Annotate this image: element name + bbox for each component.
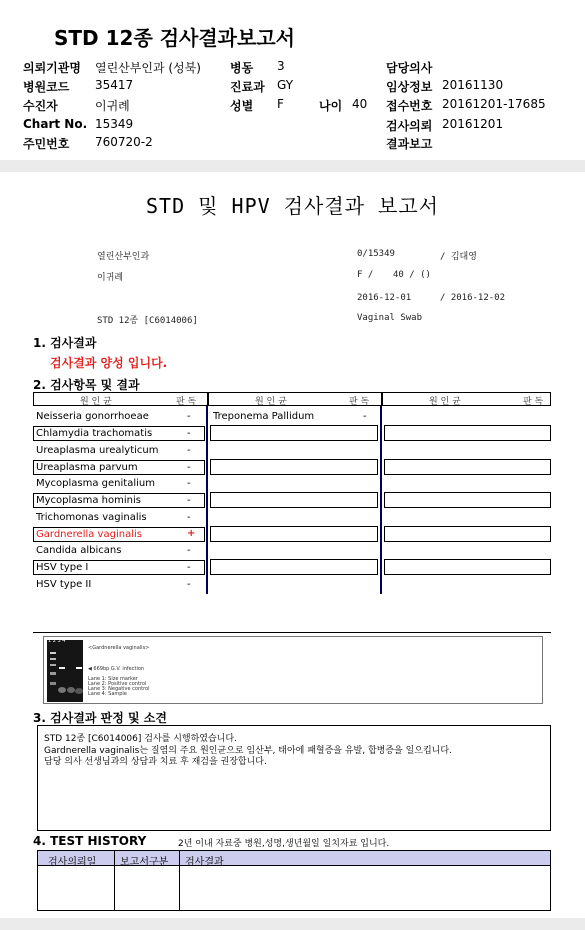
report-date-start: 2016-12-01 (357, 293, 412, 303)
row-name: Candida albicans (36, 545, 122, 556)
gel-legend-line: Lane 2: Positive control (88, 681, 147, 687)
row-name: Treponema Pallidum (213, 411, 315, 422)
empty-row-box (384, 526, 551, 542)
label-receipt-no: 접수번호 (386, 99, 433, 113)
empty-row-box (210, 526, 378, 542)
report-specimen: Vaginal Swab (357, 313, 423, 323)
gel-legend-line: Lane 4: Sample (88, 691, 127, 697)
gel-heading: <Gardnerella vaginalis> (88, 645, 150, 651)
label-patient: 수진자 (23, 99, 58, 113)
report-hospital: 열린산부인과 (97, 252, 150, 262)
label-result-report: 결과보고 (386, 137, 433, 151)
gel-frame (43, 636, 543, 704)
column-divider (179, 851, 180, 910)
label-chart-no: Chart No. (23, 117, 88, 131)
page-title: STD 12종 검사결과보고서 (54, 26, 295, 50)
header-judge: 판 독 (349, 397, 370, 407)
table-header-1 (33, 392, 208, 406)
row-judge: - (187, 495, 191, 506)
empty-row-box (210, 559, 378, 575)
empty-row-box (384, 559, 551, 575)
header-judge: 판 독 (176, 397, 197, 407)
row-name-positive: Gardnerella vaginalis (36, 529, 142, 540)
gel-electrophoresis-image (47, 640, 83, 702)
report-header (0, 0, 585, 165)
label-institution: 의뢰기관명 (23, 61, 81, 75)
row-name: Ureaplasma parvum (36, 462, 138, 473)
bottom-band (0, 918, 585, 930)
history-col-report-type: 보고서구분 (120, 857, 169, 868)
value-patient: 이귀례 (95, 99, 130, 113)
positive-result-text: 검사결과 양성 입니다. (50, 356, 168, 370)
empty-row-box (384, 459, 551, 475)
label-ward: 병동 (230, 61, 254, 75)
row-name: HSV type II (36, 579, 92, 590)
header-pathogen: 원 인 균 (80, 397, 112, 407)
value-department: GY (277, 78, 294, 92)
value-chart-no: 15349 (95, 117, 134, 131)
row-judge: - (363, 411, 367, 422)
row-judge: - (187, 411, 191, 422)
value-clinical-info: 20161130 (442, 78, 504, 92)
row-judge: - (187, 428, 191, 439)
label-sex: 성별 (230, 99, 254, 113)
row-name: Ureaplasma urealyticum (36, 445, 159, 456)
label-age: 나이 (319, 99, 343, 113)
section-history-heading: 4. TEST HISTORY (33, 834, 147, 848)
label-request-date: 검사의뢰 (386, 119, 433, 133)
report-title: STD 및 HPV 검사결과 보고서 (146, 194, 439, 218)
header-judge: 판 독 (523, 397, 544, 407)
history-table (37, 850, 551, 911)
column-divider (380, 406, 382, 594)
empty-row-box (210, 459, 378, 475)
section-divider (0, 160, 585, 172)
row-judge: - (187, 445, 191, 456)
history-note: 2년 이내 자료중 병원,성명,생년월일 일치자료 입니다. (178, 839, 390, 849)
history-col-result: 검사결과 (185, 857, 224, 868)
label-resident-no: 주민번호 (23, 137, 70, 151)
header-pathogen: 원 인 균 (255, 397, 287, 407)
opinion-line: STD 12종 [C6014006] 검사를 시행하였습니다. (44, 734, 237, 744)
value-age: 40 (352, 97, 368, 111)
label-department: 진료과 (230, 80, 265, 94)
section-opinion-heading: 3. 검사결과 판정 및 소견 (33, 711, 167, 725)
row-judge: - (187, 478, 191, 489)
table-header-2 (208, 392, 382, 406)
opinion-line: 담당 의사 선생님과의 상담과 치료 후 재검을 권장합니다. (44, 757, 267, 767)
row-judge: - (187, 462, 191, 473)
row-judge: - (187, 579, 191, 590)
row-name: HSV type I (36, 562, 89, 573)
value-receipt-no: 20161201-17685 (442, 97, 546, 111)
report-chart-no: 0/15349 (357, 249, 395, 259)
report-test-code: STD 12종 [C6014006] (97, 316, 198, 326)
empty-row-box (384, 492, 551, 508)
empty-row-box (210, 492, 378, 508)
gel-section (33, 632, 551, 706)
label-doctor: 담당의사 (386, 61, 433, 75)
report-sex: F / (357, 270, 374, 280)
gel-legend-line: Lane 1: Size marker (88, 676, 138, 682)
report-date-end: / 2016-12-02 (440, 293, 506, 303)
header-pathogen: 원 인 균 (429, 397, 461, 407)
opinion-line: Gardnerella vaginalis는 질염의 주요 원인균으로 임산부, 태아에 패혈증을 유발, 합병증을 일으킵니다. (44, 746, 452, 756)
report-doctor: / 김대영 (440, 252, 477, 262)
value-resident-no: 760720-2 (95, 135, 153, 149)
row-name: Trichomonas vaginalis (36, 512, 147, 523)
value-institution: 열린산부인과 (성북) (95, 61, 201, 75)
result-table (33, 392, 551, 592)
column-divider (206, 406, 208, 594)
row-name: Mycoplasma genitalium (36, 478, 155, 489)
value-ward: 3 (277, 59, 285, 73)
column-divider (114, 851, 115, 910)
row-judge: - (187, 545, 191, 556)
history-col-request-date: 검사의뢰일 (48, 857, 97, 868)
opinion-box (37, 725, 551, 831)
gel-legend-line: Lane 3: Negative control (88, 686, 150, 692)
table-header-3 (382, 392, 551, 406)
empty-row-box (384, 425, 551, 441)
value-hospital-code: 35417 (95, 78, 134, 92)
section-result-heading: 1. 검사결과 (33, 336, 97, 350)
label-clinical-info: 임상정보 (386, 80, 433, 94)
row-judge: - (187, 562, 191, 573)
gel-band-label: ◀ 669bp G.V. infection (88, 666, 145, 672)
row-name: Mycoplasma hominis (36, 495, 141, 506)
empty-row-box (210, 425, 378, 441)
value-sex: F (277, 97, 284, 111)
gel-lane-numbers: 1 2 3 4 (48, 638, 66, 644)
label-hospital-code: 병원코드 (23, 80, 70, 94)
value-request-date: 20161201 (442, 117, 504, 131)
row-judge: - (187, 512, 191, 523)
report-patient: 이귀례 (97, 273, 124, 283)
report-age: 40 / () (393, 270, 431, 280)
row-name: Chlamydia trachomatis (36, 428, 153, 439)
section-items-heading: 2. 검사항목 및 결과 (33, 378, 140, 392)
row-judge-positive: + (187, 528, 196, 539)
row-name: Neisseria gonorrhoeae (36, 411, 149, 422)
